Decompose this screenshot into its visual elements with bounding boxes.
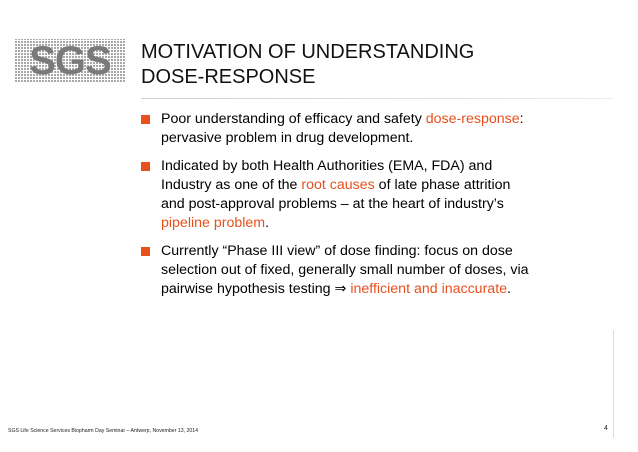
footer-text: SGS Life Science Services Biopharm Day Seminar – Antwerp, November 13, 2014 xyxy=(8,428,199,434)
bullet-line xyxy=(161,242,606,261)
sgs-logo xyxy=(14,39,126,83)
bullet-text: selection out of fixed, generally small number of doses, via xyxy=(161,262,529,278)
bullet-text: pervasive problem in drug development. xyxy=(161,130,414,146)
bullet-square-icon xyxy=(141,162,150,171)
bullet-square-icon xyxy=(141,247,150,256)
title-line-1: MOTIVATION OF UNDERSTANDING xyxy=(141,41,475,63)
bullet-line xyxy=(161,195,606,214)
bullet-line xyxy=(161,157,606,176)
highlight-text: inefficient and inaccurate xyxy=(350,281,508,297)
slide-title xyxy=(141,40,601,90)
bullet-text: Indicated by both Health Authorities (EMA, FDA) and xyxy=(161,158,493,174)
bullet-item xyxy=(141,157,606,233)
bullet-line xyxy=(161,129,606,148)
bullet-square-icon xyxy=(141,115,150,124)
title-line-2: DOSE-RESPONSE xyxy=(141,66,316,88)
bullet-item xyxy=(141,242,606,299)
bullet-line xyxy=(161,280,606,299)
page-number: 4 xyxy=(604,425,608,432)
bullet-text: Currently “Phase III view” of dose finding: focus on dose xyxy=(161,243,513,259)
bullet-text: Industry as one of the xyxy=(161,177,302,193)
logo-text: SGS xyxy=(29,39,111,83)
highlight-text: pipeline problem xyxy=(161,215,266,231)
bullet-text: . xyxy=(507,281,511,297)
bullet-text: pairwise hypothesis testing ⇒ xyxy=(161,281,351,297)
bullet-text: and post-approval problems – at the heart of industry’s xyxy=(161,196,504,212)
bullet-line xyxy=(161,176,606,195)
bullet-line xyxy=(161,261,606,280)
bullet-text: Poor understanding of efficacy and safety xyxy=(161,111,426,127)
bullet-text: : xyxy=(519,111,524,127)
bullet-line xyxy=(161,110,606,129)
bullet-text: . xyxy=(265,215,270,231)
highlight-text: root causes xyxy=(301,177,375,193)
title-divider xyxy=(141,98,613,99)
bullet-line xyxy=(161,214,606,233)
bullet-item xyxy=(141,110,606,148)
bullet-list xyxy=(141,110,606,308)
bullet-text: of late phase attrition xyxy=(374,177,511,193)
vertical-rule xyxy=(613,330,614,438)
highlight-text: dose-response xyxy=(425,111,520,127)
